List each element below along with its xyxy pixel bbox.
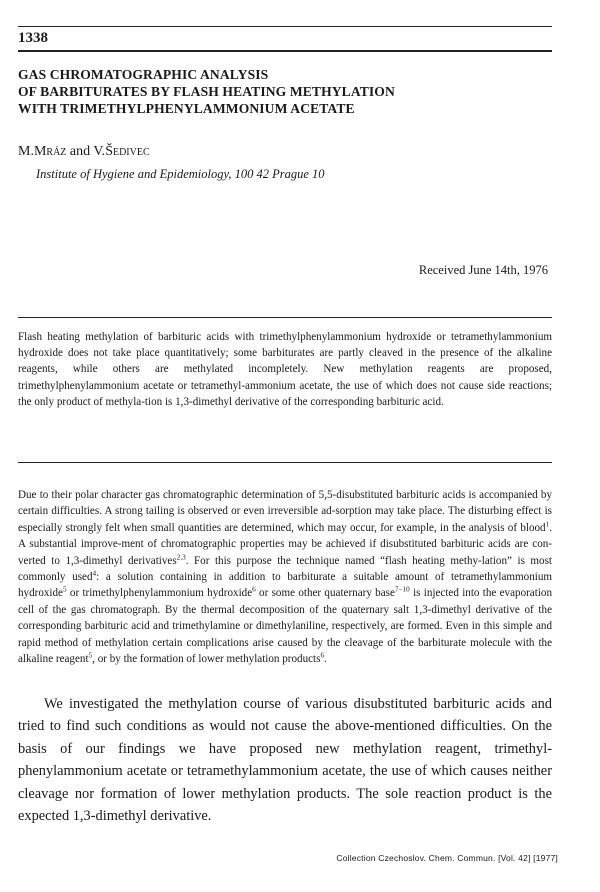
intro-text: or trimethylphenylammonium hydroxide <box>66 587 253 600</box>
title-line-2: OF BARBITURATES BY FLASH HEATING METHYLATION <box>18 84 395 99</box>
intro-text: . A substantial improve-ment of chromatographic properties may be achieved if disubstituted barbituric acids are con-verted to 1,3-dimethyl derivatives <box>18 521 552 567</box>
abstract-top-rule <box>18 317 552 318</box>
intro-text: is injected into the evaporation cell of the gas chromatograph. By the thermal decomposition of the quaternary salt 1,3-dimethyl derivative of the corresponding barbituric acid and trimethylamine or dimethylaniline, respectively, are formed. Even in this simple and rapid method of methylation certain complications arise caused by the cleavage of the barbiturate molecule with the alkaline reagent <box>18 587 552 666</box>
title-line-1: GAS CHROMATOGRAPHIC ANALYSIS <box>18 67 269 82</box>
intro-text: . <box>324 653 327 666</box>
citation-ref: 2,3 <box>176 552 186 561</box>
author-1-initial: M. <box>18 144 34 159</box>
author-2-surname: Šedivec <box>105 144 150 159</box>
intro-text: Due to their polar character gas chromatographic determination of 5,5-disubstituted barbituric acids is accompanied by certain difficulties. A strong tailing is observed or even irreversible ad-sorption may take place. The disturbing effect is especially strongly felt when small quantities are determined, which may occur, for example, in the analysis of blood <box>18 489 552 534</box>
header-rule <box>18 50 552 52</box>
received-date: Received June 14th, 1976 <box>418 263 548 277</box>
author-1-surname: Mráz <box>33 144 67 159</box>
authors <box>18 144 150 160</box>
citation-ref: 6 <box>252 585 256 594</box>
header-top-rule <box>18 26 552 27</box>
journal-footer: Collection Czechoslov. Chem. Commun. [Vol. 42] [1977] <box>336 853 558 863</box>
abstract: Flash heating methylation of barbituric acids with trimethylphenylammonium hydroxide or tetramethylammonium hydroxide does not take place quantitatively; some barbiturates are partly cleaved in the presence of the alkaline reagents, while others are methylated incompletely. New methylation reagents are proposed, trimethylphenylammonium acetate or tetramethyl-ammonium acetate, the use of which does not cause side reactions; the only product of methyla-tion is 1,3-dimethyl derivative of the corresponding barbituric acid. <box>18 331 552 408</box>
intro-text: , or by the formation of lower methylation products <box>92 653 321 666</box>
author-2-initial: V. <box>93 144 106 159</box>
citation-ref: 5 <box>88 651 93 660</box>
intro-text: or some other quaternary base <box>255 587 395 600</box>
citation-ref: 6 <box>320 651 325 660</box>
authors-connector: and <box>66 144 94 159</box>
citation-ref: 7−10 <box>394 585 410 594</box>
abstract-bottom-rule <box>18 462 552 463</box>
intro-text: : a solution containing in addition to barbiturate a suitable amount of tetramethylammonium hydroxide <box>18 571 553 600</box>
article-title <box>18 66 558 117</box>
citation-ref: 1 <box>545 520 550 529</box>
title-line-3: WITH TRIMETHYLPHENYLAMMONIUM ACETATE <box>18 101 355 116</box>
citation-ref: 4 <box>92 569 97 578</box>
introduction-paragraph <box>18 487 552 667</box>
citation-ref: 5 <box>62 585 67 594</box>
intro-text: . For this purpose the technique named “flash heating methy-lation” is most commonly used <box>18 554 553 584</box>
affiliation: Institute of Hygiene and Epidemiology, 100 42 Prague 10 <box>36 167 325 181</box>
body-paragraph: We investigated the methylation course of various disubstituted barbituric acids and tried to find such conditions as would not cause the above-mentioned difficulties. On the basis of our findings we have proposed new methylation reagent, trimethyl-phenylammonium acetate or tetramethylammonium acetate, the use of which causes neither cleavage nor formation of lower methylation products. The sole reaction product is the expected 1,3-dimethyl derivative. <box>18 696 552 825</box>
page-number: 1338 <box>18 30 48 46</box>
